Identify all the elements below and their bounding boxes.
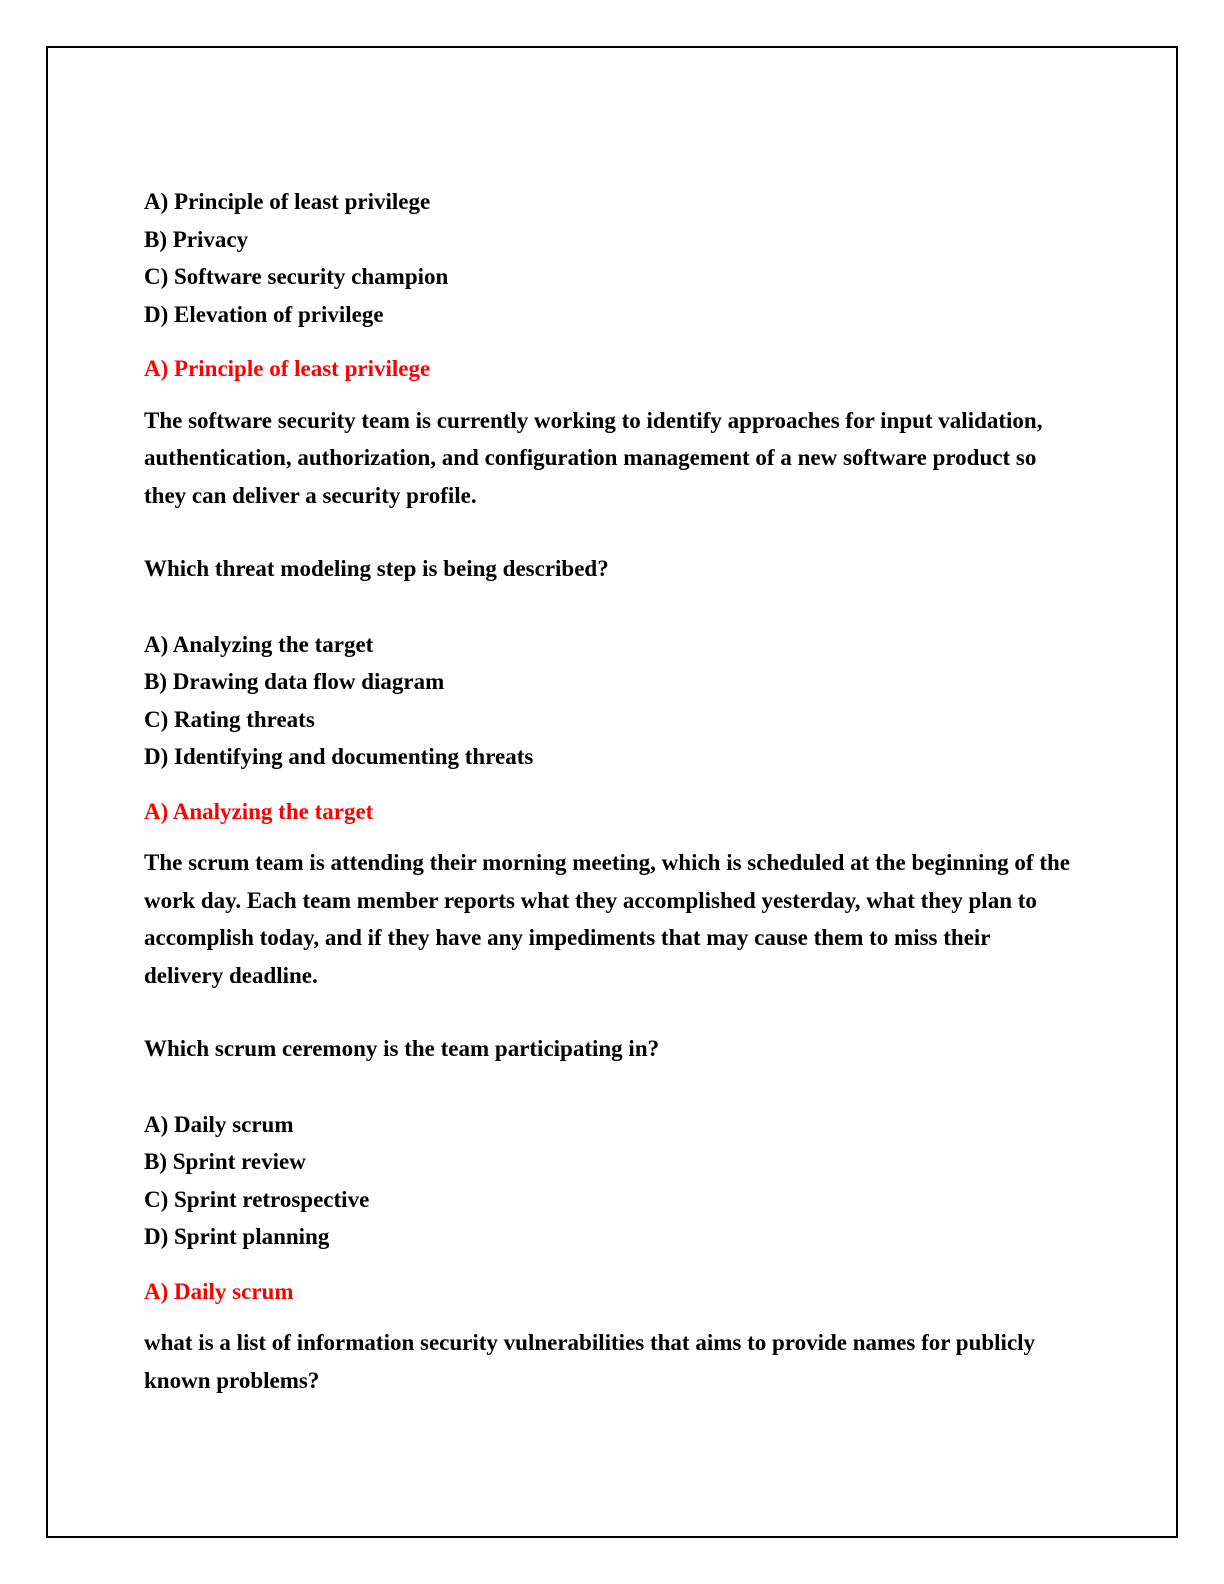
- page-border: [46, 46, 1178, 1538]
- option-line: B) Privacy: [144, 226, 249, 252]
- option-line: D) Elevation of privilege: [144, 301, 384, 327]
- option-line: B) Sprint review: [144, 1149, 306, 1174]
- option-line: A) Daily scrum: [144, 1111, 294, 1137]
- option-line: D) Sprint planning: [144, 1224, 330, 1249]
- document-content: [144, 183, 1071, 1399]
- option-line: C) Software security champion: [144, 264, 449, 289]
- question2-answer: A) Analyzing the target: [144, 798, 374, 824]
- question2-scenario: The software security team is currently working to identify approaches for input validation, authentication, authorization, and configuration management of a new software product so they can deliver a security profile.: [144, 407, 1043, 508]
- question3-answer: A) Daily scrum: [144, 1278, 294, 1304]
- question2-text: Which threat modeling step is being described?: [144, 556, 609, 581]
- question4-text: what is a list of information security vulnerabilities that aims to provide names for publicly known problems?: [144, 1330, 1036, 1393]
- option-line: D) Identifying and documenting threats: [144, 744, 534, 769]
- option-line: B) Drawing data flow diagram: [144, 669, 445, 694]
- question3-scenario: The scrum team is attending their morning meeting, which is scheduled at the beginning of the work day. Each team member reports what they accomplished yesterday, what they plan to accomplish today, and if they have any impediments that may cause them to miss their delivery deadline.: [144, 850, 1070, 988]
- option-line: A) Analyzing the target: [144, 631, 374, 657]
- question3-options: [144, 1106, 1071, 1256]
- option-line: C) Sprint retrospective: [144, 1186, 370, 1212]
- question3-text: Which scrum ceremony is the team participating in?: [144, 1036, 660, 1061]
- option-line: A) Principle of least privilege: [144, 189, 431, 214]
- question1-answer: A) Principle of least privilege: [144, 356, 431, 381]
- option-line: C) Rating threats: [144, 706, 315, 732]
- question2-options: [144, 626, 1071, 776]
- question1-options: [144, 183, 1071, 333]
